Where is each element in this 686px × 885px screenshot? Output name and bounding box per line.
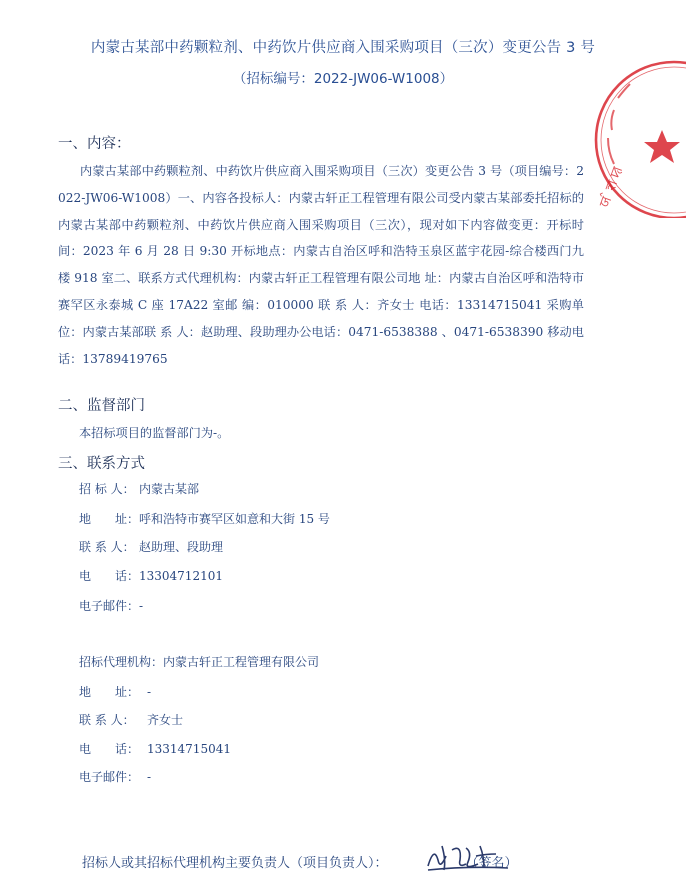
agency-email-row [79,768,151,785]
buyer-phone-row [79,567,223,584]
agency-label: 招标代理机构： [79,655,164,669]
buyer-email-label: 电子邮件： [79,599,140,613]
buyer-label: 招 标 人： [79,482,135,496]
section-3-heading: 三、联系方式 [58,456,145,472]
agency-phone-row [79,740,231,757]
agency-phone-value: 13314715041 [147,742,231,756]
buyer-email-value: - [139,599,144,613]
buyer-contact-value: 赵助理、段助理 [139,540,224,554]
svg-text:ꠎ ꠆ ꠡ ꠢ: ꠎ ꠆ ꠡ ꠢ [597,165,626,210]
handwritten-signature [422,838,512,878]
section-1-heading: 一、内容： [58,136,131,152]
agency-value: 内蒙古轩正工程管理有限公司 [163,655,320,669]
agency-phone-label: 电 话： [79,742,140,756]
agency-contact-value: 齐女士 [147,713,184,727]
agency-contact-label: 联 系 人： [79,713,135,727]
agency-email-value: - [147,770,152,784]
section-1-body: 内蒙古某部中药颗粒剂、中药饮片供应商入围采购项目（三次）变更公告 3 号（项目编号：2022-JW06-W1008）一、内容各投标人：内蒙古轩正工程管理有限公司受内蒙古某部委托招标的内蒙古某部中药颗粒剂、中药饮片供应商入围采购项目（三次），现对如下内容做变更：开标时间：2023 年 6 月 28 日 9:30 开标地点：内蒙古自治区呼和浩特玉泉区蓝宇花园-综合楼西门九楼 918 室二、联系方式代理机构：内蒙古轩正工程管理有限公司地 址：内蒙古自治区呼和浩特市赛罕区永泰城 C 座 17A22 室邮 编：010000 联 系 人：齐女士 电话：13314715041 采购单位：内蒙古某部联 系 人：赵助理、段助理办公电话：0471-6538388 、0471-6538390 移动电话：13789419765 [58,164,584,366]
tender-number: （招标编号：2022-JW06-W1008） [232,71,454,87]
buyer-row [79,480,199,497]
buyer-email-row [79,597,143,614]
agency-address-label: 地 址： [79,685,140,699]
buyer-contact-row [79,538,223,555]
agency-address-value: - [147,685,152,699]
buyer-address-label: 地 址： [79,512,140,526]
official-seal-stamp [578,58,686,218]
buyer-phone-value: 13304712101 [139,569,223,583]
buyer-phone-label: 电 话： [79,569,140,583]
buyer-value: 内蒙古某部 [139,482,200,496]
agency-email-label: 电子邮件： [79,770,140,784]
signature-prompt: 招标人或其招标代理机构主要负责人（项目负责人）： [82,856,388,871]
buyer-address-value: 呼和浩特市赛罕区如意和大街 15 号 [139,512,330,526]
section-2-heading: 二、监督部门 [58,398,145,414]
section-2-body: 本招标项目的监督部门为-。 [79,426,230,440]
buyer-contact-label: 联 系 人： [79,540,135,554]
buyer-address-row [79,510,330,527]
agency-address-row [79,683,151,700]
agency-row [79,653,319,670]
sign-suffix: （签名） [465,856,518,871]
agency-contact-row [79,711,183,728]
document-title: 内蒙古某部中药颗粒剂、中药饮片供应商入围采购项目（三次）变更公告 3 号 [90,40,596,56]
